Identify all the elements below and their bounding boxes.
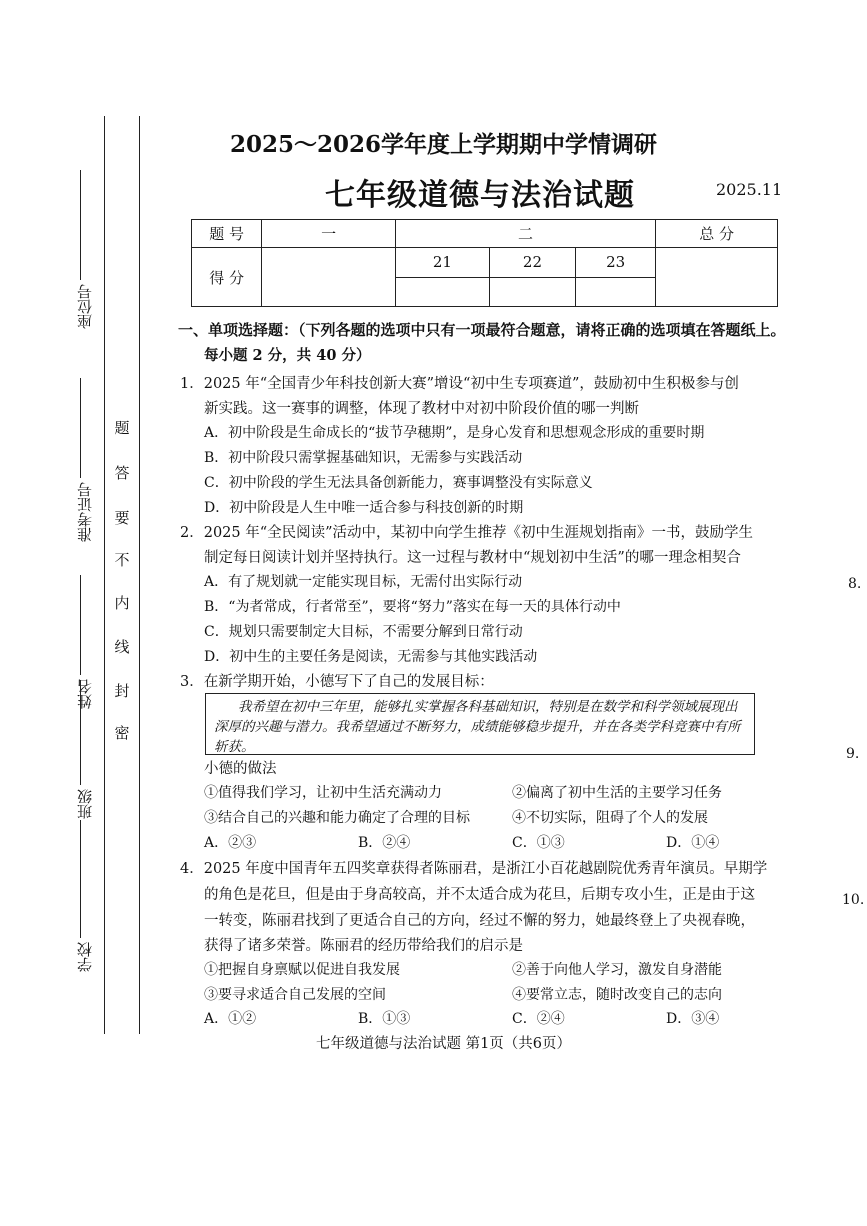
- exam-date: 2025.11: [716, 180, 783, 199]
- school-label: 学校: [76, 942, 94, 972]
- binding-line-outer: [104, 116, 105, 1034]
- score-header-total: 总 分: [656, 220, 778, 248]
- school-field: [74, 820, 95, 972]
- q4-option-a[interactable]: A．①②: [204, 1011, 257, 1027]
- q3-stem-2: 小德的做法: [204, 761, 277, 777]
- school-blank[interactable]: [81, 820, 82, 938]
- section1-heading-2: 每小题 2 分，共 40 分）: [204, 347, 371, 364]
- q4-option-c[interactable]: C．②④: [512, 1011, 565, 1027]
- q1-option-a[interactable]: A．初中阶段是生命成长的“拔节孕穗期”，是身心发育和思想观念形成的重要时期: [204, 425, 705, 441]
- q3-statement-4: ④不切实际，阻碍了个人的发展: [512, 810, 708, 826]
- score-q22-label: 22: [489, 248, 575, 277]
- exam-no-blank[interactable]: [81, 378, 82, 478]
- exam-subject-title: 七年级道德与法治试题: [325, 178, 635, 213]
- score-row-label: 得 分: [192, 248, 262, 307]
- seal-char-3: 要: [114, 509, 130, 527]
- q4-statement-4: ④要常立志，随时改变自己的志向: [512, 987, 722, 1003]
- q3-statement-2: ②偏离了初中生活的主要学习任务: [512, 785, 722, 801]
- binding-line-inner: [139, 116, 140, 1034]
- exam-no-field: [74, 378, 95, 542]
- exam-no-label: 准考证号: [76, 482, 94, 542]
- score-table: [191, 219, 778, 307]
- margin-number-8: 8.: [848, 576, 862, 592]
- q4-option-d[interactable]: D．③④: [666, 1011, 720, 1027]
- q1-stem-2: 新实践。这一赛事的调整，体现了教材中对初中阶段价值的哪一判断: [204, 401, 639, 417]
- q3-quote-text: 我希望在初中三年里，能够扎实掌握各科基础知识，特别是在数学和科学领域展现出深厚的兴趣与潜力。我希望通过不断努力，成绩能够稳步提升，并在各类学科竞赛中有所斩获。: [214, 699, 741, 755]
- q3-quote-box: [205, 693, 755, 755]
- q3-stem-1: 3．在新学期开始，小德写下了自己的发展目标：: [180, 674, 494, 690]
- seal-char-7: 封: [114, 682, 130, 700]
- q3-statement-1: ①值得我们学习，让初中生活充满动力: [204, 785, 442, 801]
- q4-stem-4: 获得了诸多荣誉。陈丽君的经历带给我们的启示是: [204, 938, 523, 954]
- page-footer: 七年级道德与法治试题 第1页（共6页）: [315, 1036, 572, 1052]
- section1-heading: 一、单项选择题：（下列各题的选项中只有一项最符合题意，请将正确的选项填在答题纸上。: [178, 321, 786, 339]
- score-header-two: 二: [395, 220, 655, 248]
- margin-number-9: 9.: [846, 746, 860, 762]
- q2-option-c[interactable]: C．规划只需要制定大目标，不需要分解到日常行动: [204, 624, 523, 640]
- q3-option-b[interactable]: B．②④: [358, 835, 411, 851]
- q1-option-d[interactable]: D．初中阶段是人生中唯一适合参与科技创新的时期: [204, 500, 524, 516]
- score-header-no: 题 号: [192, 220, 262, 248]
- score-cell-q22[interactable]: [489, 277, 575, 306]
- score-cell-q23[interactable]: [576, 277, 656, 306]
- q2-stem-2: 制定每日阅读计划并坚持执行。这一过程与教材中“规划初中生活”的哪一理念相契合: [204, 550, 741, 566]
- name-label: 姓名: [76, 679, 94, 709]
- score-cell-one[interactable]: [262, 248, 396, 307]
- q1-stem-1: 1．2025 年“全国青少年科技创新大赛”增设“初中生专项赛道”，鼓励初中生积极参与创: [180, 376, 739, 392]
- q3-option-c[interactable]: C．①③: [512, 835, 565, 851]
- class-label: 班级: [76, 789, 94, 819]
- q2-option-d[interactable]: D．初中生的主要任务是阅读，无需参与其他实践活动: [204, 649, 538, 665]
- seat-label: 座位号: [76, 284, 94, 329]
- q2-stem-1: 2．2025 年“全民阅读”活动中，某初中向学生推荐《初中生涯规划指南》一书，鼓励学生: [180, 525, 754, 541]
- q4-statement-2: ②善于向他人学习，激发自身潜能: [512, 962, 722, 978]
- seal-char-8: 密: [114, 724, 130, 742]
- seal-char-4: 不: [114, 551, 130, 569]
- score-header-one: 一: [262, 220, 396, 248]
- seal-char-1: 题: [114, 419, 130, 437]
- seal-char-2: 答: [114, 464, 130, 482]
- q3-option-a[interactable]: A．②③: [204, 835, 257, 851]
- exam-title: 2025～2026学年度上学期期中学情调研: [229, 131, 658, 158]
- seal-char-6: 线: [114, 638, 130, 656]
- q2-option-a[interactable]: A．有了规划就一定能实现目标，无需付出实际行动: [204, 574, 523, 590]
- seat-blank[interactable]: [81, 170, 82, 280]
- name-blank[interactable]: [81, 575, 82, 675]
- score-q21-label: 21: [395, 248, 489, 277]
- q4-stem-3: 一转变，陈丽君找到了更适合自己的方向，经过不懈的努力，她最终登上了央视春晚，: [204, 913, 755, 929]
- q1-option-c[interactable]: C．初中阶段的学生无法具备创新能力，赛事调整没有实际意义: [204, 475, 593, 491]
- class-blank[interactable]: [81, 680, 82, 785]
- score-cell-total[interactable]: [656, 248, 778, 307]
- q3-statement-3: ③结合自己的兴趣和能力确定了合理的目标: [204, 810, 470, 826]
- score-q23-label: 23: [576, 248, 656, 277]
- q4-option-b[interactable]: B．①③: [358, 1011, 411, 1027]
- q3-option-d[interactable]: D．①④: [666, 835, 720, 851]
- q4-stem-2: 的角色是花旦，但是由于身高较高，并不太适合成为花旦，后期专攻小生，正是由于这: [204, 887, 755, 903]
- q4-statement-1: ①把握自身禀赋以促进自我发展: [204, 962, 400, 978]
- margin-number-10: 10.: [842, 892, 865, 908]
- q4-stem-1: 4．2025 年度中国青年五四奖章获得者陈丽君，是浙江小百花越剧院优秀青年演员。早期学: [180, 861, 768, 877]
- q2-option-b[interactable]: B．“为者常成，行者常至”，要将“努力”落实在每一天的具体行动中: [204, 599, 621, 615]
- seal-char-5: 内: [114, 594, 130, 612]
- class-field: [74, 680, 95, 819]
- q4-statement-3: ③要寻求适合自己发展的空间: [204, 987, 386, 1003]
- score-cell-q21[interactable]: [395, 277, 489, 306]
- q1-option-b[interactable]: B．初中阶段只需掌握基础知识，无需参与实践活动: [204, 450, 523, 466]
- seat-field: [74, 170, 95, 329]
